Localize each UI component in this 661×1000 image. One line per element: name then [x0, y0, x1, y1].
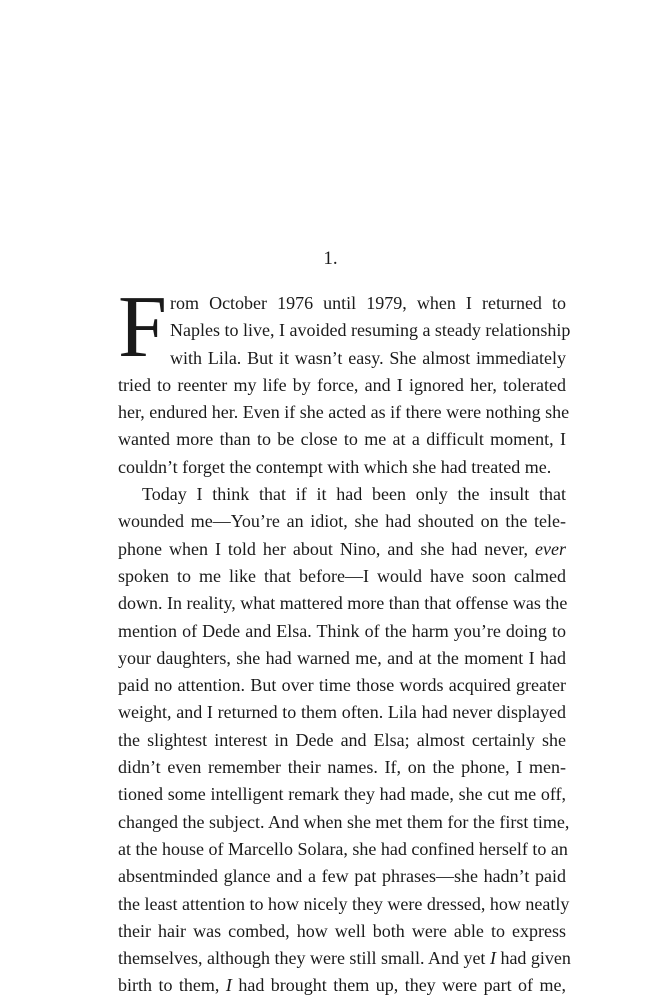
text-line: paid no attention. But over time those words acquired greater	[118, 675, 566, 696]
text-line: changed the subject. And when she met them for the first time,	[118, 811, 570, 832]
text-line: mention of Dede and Elsa. Think of the harm you’re doing to	[118, 620, 566, 641]
chapter-body	[118, 279, 571, 1000]
text-line	[118, 945, 571, 972]
text-line: didn’t even remember their names. If, on the phone, I men-	[118, 757, 566, 778]
text-line: her, endured her. Even if she acted as if there were nothing she	[118, 402, 570, 423]
text-span: phone when I told her about Nino, and she had never,	[118, 538, 536, 559]
text-line: their hair was combed, how well both were able to express	[118, 920, 566, 941]
text-span: had given	[495, 948, 571, 969]
text-line: couldn’t forget the contempt with which she had treated me.	[118, 456, 552, 477]
text-line: absentminded glance and a few pat phrases—she hadn’t paid	[118, 866, 566, 887]
chapter-number: 1.	[323, 248, 338, 269]
text-line: at the house of Marcello Solara, she had confined herself to an	[118, 838, 568, 859]
paragraph-1	[118, 279, 571, 481]
text-line: wanted more than to be close to me at a difficult moment, I	[118, 429, 566, 450]
text-line: Naples to live, I avoided resuming a steady relationship	[170, 320, 571, 341]
text-line: tioned some intelligent remark they had made, she cut me off,	[118, 784, 566, 805]
text-line: down. In reality, what mattered more than that offense was the	[118, 593, 568, 614]
text-line: the least attention to how nicely they were dressed, how neatly	[118, 893, 570, 914]
text-line	[118, 972, 566, 999]
text-line: spoken to me like that before—I would have soon calmed	[118, 565, 566, 586]
text-line: wounded me—You’re an idiot, she had shouted on the tele-	[118, 511, 566, 532]
text-line	[118, 536, 566, 563]
paragraph-2	[118, 481, 571, 1000]
text-line: rom October 1976 until 1979, when I returned to	[170, 293, 566, 313]
text-line: tried to reenter my life by force, and I ignored her, tolerated	[118, 374, 566, 395]
text-span: themselves, although they were still small. And yet	[118, 948, 490, 969]
emphasis: I	[489, 948, 496, 969]
text-span: had brought them up, they were part of me,	[231, 975, 566, 996]
text-line: the slightest interest in Dede and Elsa; almost certainly she	[118, 729, 566, 750]
drop-cap: F	[118, 279, 167, 376]
text-line: Today I think that if it had been only the insult that	[142, 484, 566, 505]
text-line: weight, and I returned to them often. Lila had never displayed	[118, 702, 566, 723]
text-line: your daughters, she had warned me, and at the moment I had	[118, 647, 566, 668]
emphasis: I	[225, 975, 232, 996]
text-span: birth to them,	[118, 975, 226, 996]
emphasis: ever	[535, 538, 566, 559]
text-line: with Lila. But it wasn’t easy. She almost immediately	[170, 347, 566, 368]
